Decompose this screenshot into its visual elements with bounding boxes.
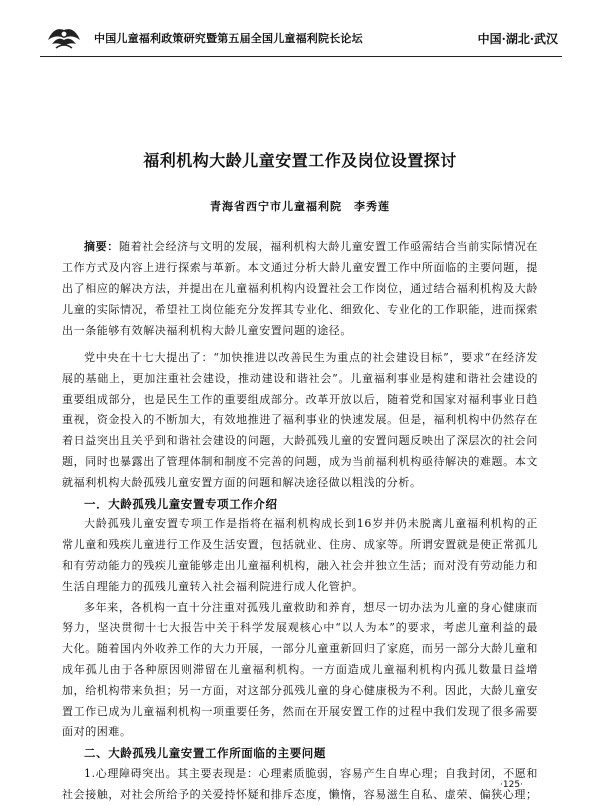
page-number: ·125· bbox=[500, 780, 523, 790]
paper-title: 福利机构大龄儿童安置工作及岗位设置探讨 bbox=[143, 151, 457, 170]
conference-name: 中国儿童福利政策研究暨第五届全国儿童福利院长论坛 bbox=[94, 32, 363, 45]
abstract-text: 随着社会经济与文明的发展，福利机构大龄儿童安置工作亟需结合当前实际情况在工作方式及内容上进行探索与革新。本文通过分析大龄儿童安置工作中所面临的主要问题，提出了相应的解决方法，并提出在儿童福利机构内设置社会工作岗位，通过结合福利机构及大龄儿童的实际情况，希望社工岗位能充分发挥其专业化、细致化、专业化的工作职能，进而探索出一条能够有效解决福利机构大龄儿童安置问题的途径。 bbox=[62, 240, 538, 337]
paragraph: 1.心理障碍突出。其主要表现是：心理素质脆弱，容易产生自卑心理；自我封闭，不愿和社会接触，对社会所给予的关爱持怀疑和排斥态度，懒惰，容易滋生自私、虚荣、偏狭心理； bbox=[62, 766, 538, 801]
page-header bbox=[40, 20, 562, 57]
abstract bbox=[62, 236, 538, 341]
conference-location: 中国·湖北·武汉 bbox=[477, 32, 558, 46]
abstract-label: 摘要： bbox=[84, 240, 119, 253]
paragraph: 大龄孤残儿童安置专项工作是指将在福利机构成长到16岁并仍未脱离儿童福利机构的正常儿童和残疾儿童进行工作及生活安置，包括就业、住房、成家等。所谓安置就是使正常孤儿和有劳动能力的残疾儿童能够走出儿童福利机构，融入社会并独立生活；而对没有劳动能力和生活自理能力的孤残儿童转入社会福利院进行成人化管护。 bbox=[62, 517, 538, 593]
paragraph: 多年来，各机构一直十分注重对孤残儿童救助和养育，想尽一切办法为儿童的身心健康而努力，坚决贯彻十七大报告中关于科学发展观核心中“以人为本”的要求，考虑儿童利益的最大化。随着国内外收养工作的大力开展，一部分儿童重新回归了家庭，而另一部分大龄儿童和成年孤儿由于各种原因则滞留在儿童福利机构。一方面造成儿童福利机构内孤儿数量日益增加，给机构带来负担；另一方面，对这部分孤残儿童的身心健康极为不利。因此，大龄儿童安置工作已成为儿童福利机构一项重要任务，然而在开展安置工作的过程中我们发现了很多需要面对的困难。 bbox=[62, 600, 538, 739]
section-heading: 二、大龄孤残儿童安置工作所面临的主要问题 bbox=[84, 746, 326, 761]
section-heading: 一．大龄孤残儿童安置专项工作介绍 bbox=[84, 496, 278, 511]
author-line: 青海省西宁市儿童福利院 李秀莲 bbox=[210, 200, 390, 213]
paragraph: 党中央在十七大提出了：“加快推进以改善民生为重点的社会建设目标”，要求“在经济发展的基础上，更加注重社会建设，推动建设和谐社会”。儿童福利事业是构建和谐社会建设的重要组成部分，也是民生工作的重要组成部分。改革开放以后，随着党和国家对福利事业日趋重视，资金投入的不断加大，有效地推进了福利事业的快速发展。但是，福利机构中仍然存在着日益突出且关乎到和谐社会建设的问题，大龄孤残儿童的安置问题反映出了深层次的社会问题，同时也暴露出了管理体制和制度不完善的问题，成为当前福利机构亟待解决的难题。本文就福利机构大龄孤残儿童安置方面的问题和解决途径做以粗浅的分析。 bbox=[62, 351, 538, 489]
conference-logo bbox=[44, 22, 84, 52]
body-text bbox=[62, 348, 538, 806]
